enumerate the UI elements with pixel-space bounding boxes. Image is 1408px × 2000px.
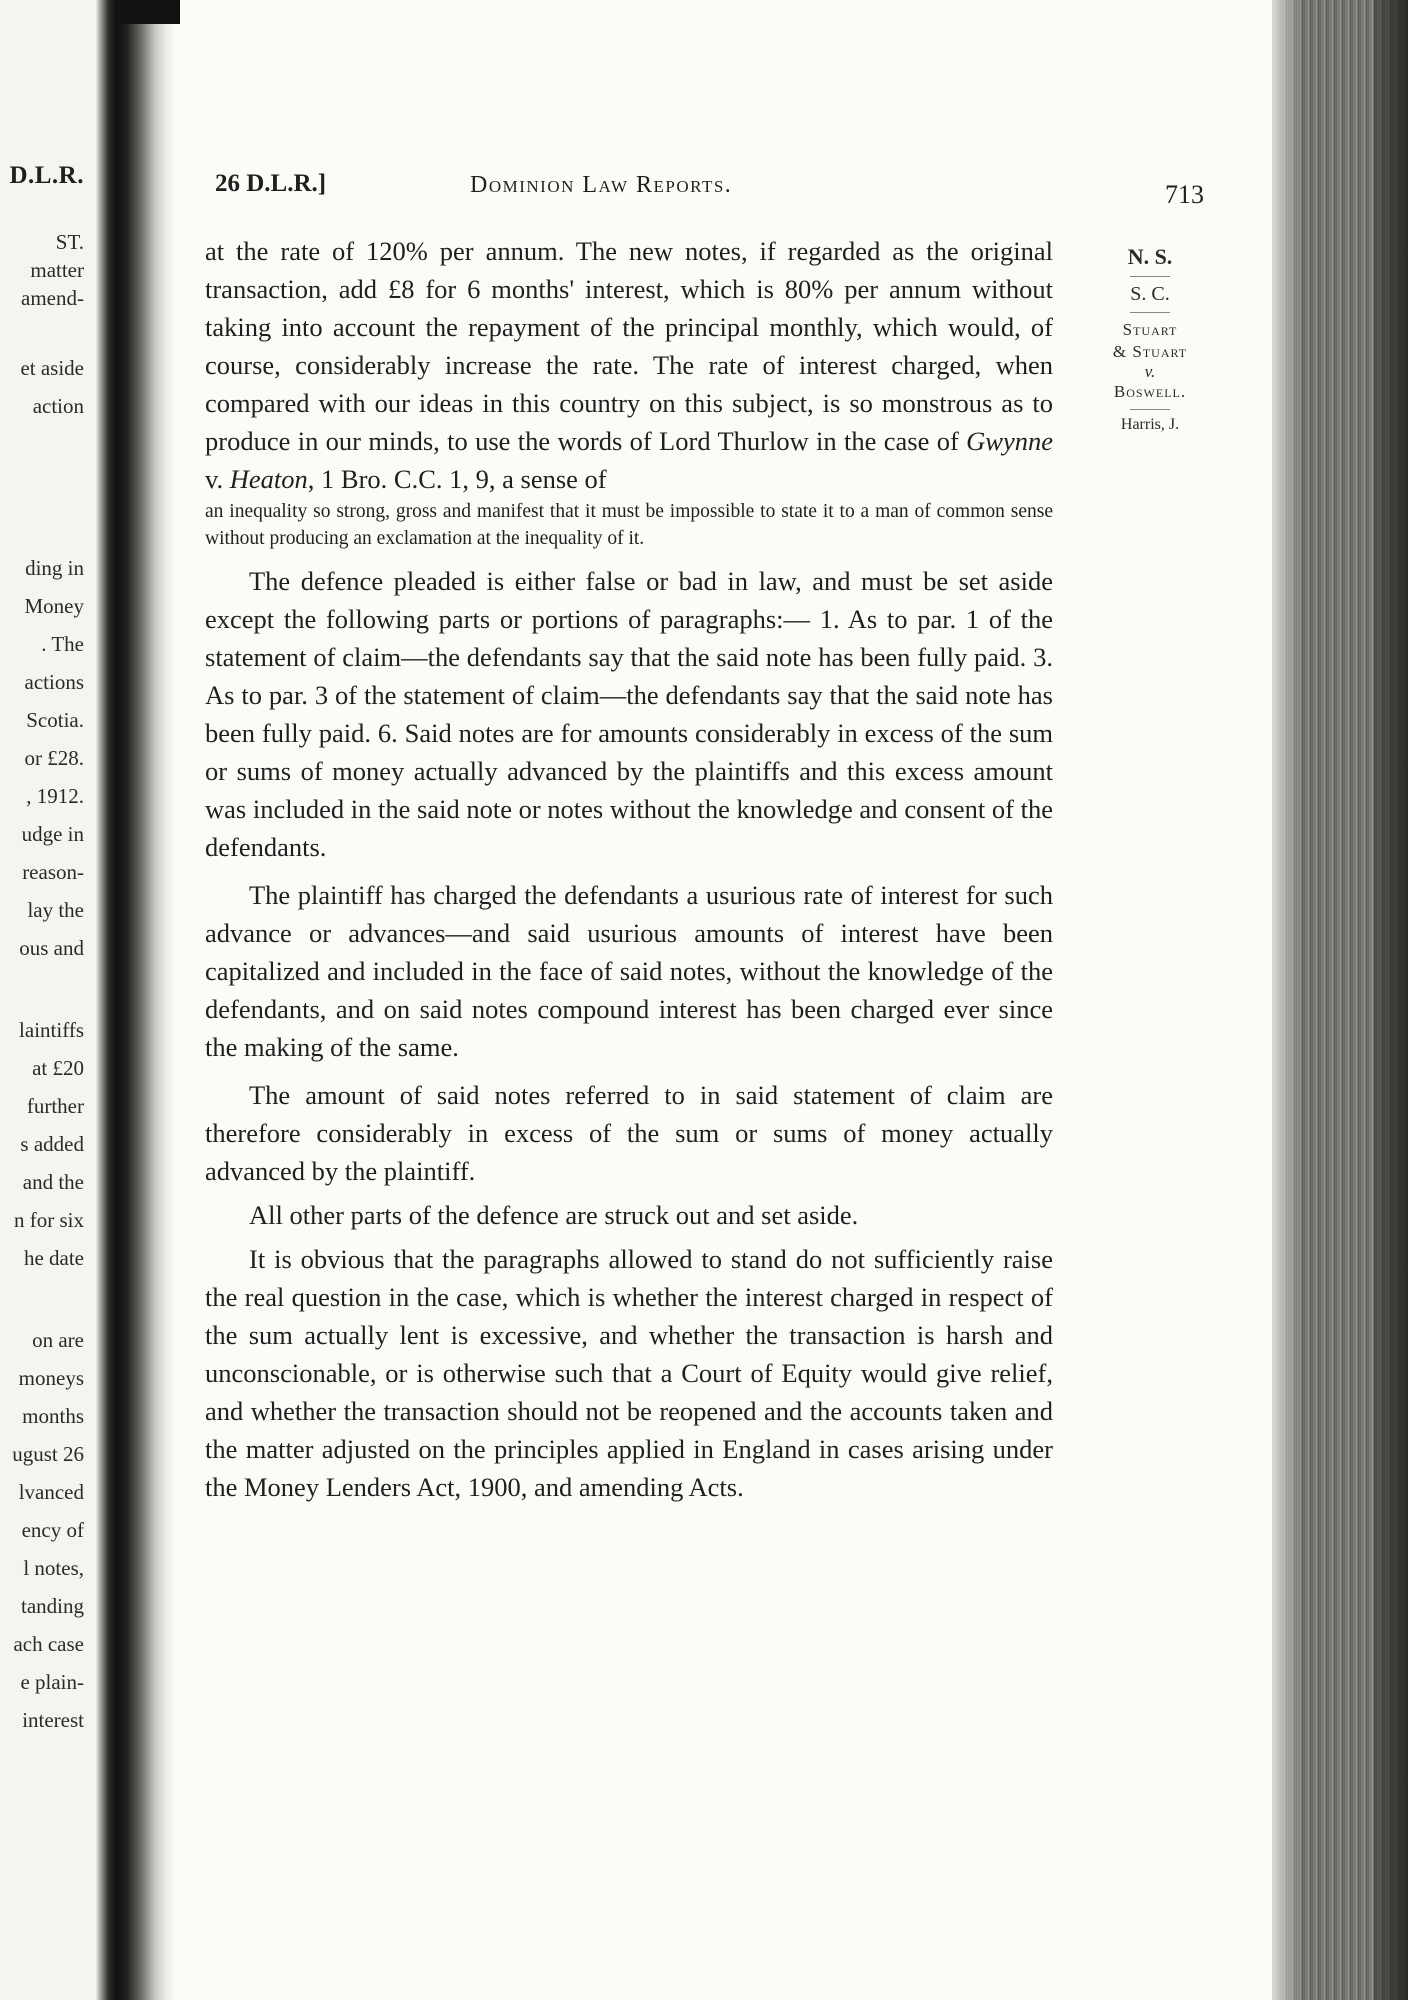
- margin-divider: [1130, 312, 1170, 313]
- paragraph-6: It is obvious that the paragraphs allowed to stand do not sufficiently raise the real question in the case, which is whether the interest charged in respect of the sum actually lent is excessive, and whether the transaction is harsh and unconscionable, or is otherwise such that a Court of Equity would give relief, and whether the transaction should not be reopened and the accounts taken and the matter adjusted on the principles applied in England in cases arising under the Money Lenders Act, 1900, and amending Acts.: [205, 1244, 1053, 1502]
- previous-page-line: ST.: [55, 230, 84, 254]
- paragraph-1-citation: , 1 Bro. C.C. 1, 9, a sense of: [307, 464, 607, 494]
- court-label: S. C.: [1130, 283, 1170, 305]
- margin-notes: [1080, 244, 1220, 434]
- previous-page-line: . The: [41, 632, 84, 656]
- case-versus: v.: [205, 464, 230, 494]
- volume-reference: 26 D.L.R.]: [215, 170, 327, 197]
- previous-page-line: et aside: [20, 356, 84, 380]
- jurisdiction-label: N. S.: [1127, 244, 1173, 269]
- previous-page-line: , 1912.: [26, 784, 84, 808]
- previous-page-line: n for six: [14, 1208, 84, 1232]
- main-text-column: [205, 232, 1053, 1506]
- previous-page-line: action: [32, 394, 84, 418]
- report-title: Dominion Law Reports.: [470, 172, 733, 198]
- margin-divider: [1130, 276, 1170, 277]
- previous-page-line: months: [22, 1404, 84, 1428]
- paragraph-5: All other parts of the defence are struck out and set aside.: [249, 1200, 859, 1230]
- previous-page-line: further: [26, 1094, 84, 1118]
- paragraph-1: [205, 232, 1053, 498]
- previous-page-line: interest: [22, 1708, 84, 1732]
- previous-page-line: Money: [24, 594, 84, 618]
- previous-page-line: s added: [20, 1132, 84, 1156]
- previous-page-line: moneys: [18, 1366, 84, 1390]
- book-page-edges: [1272, 0, 1408, 2000]
- previous-page-line: ous and: [19, 936, 84, 960]
- party-name: Stuart: [1122, 320, 1178, 339]
- margin-divider: [1130, 409, 1170, 410]
- block-quote: an inequality so strong, gross and manifest that it must be impossible to state it to a man of common sense without producing an exclamation at the inequality of it.: [205, 501, 1053, 549]
- previous-page-line: ach case: [13, 1632, 84, 1656]
- party-name: Boswell.: [1113, 382, 1187, 401]
- previous-page-line: or £28.: [24, 746, 84, 770]
- previous-page-line: tanding: [21, 1594, 84, 1618]
- previous-page-line: he date: [23, 1246, 84, 1270]
- versus-label: v.: [1144, 362, 1156, 381]
- book-gutter-shadow: [120, 0, 180, 24]
- previous-page-line: reason-: [22, 860, 84, 884]
- paragraph-3: The plaintiff has charged the defendants a usurious rate of interest for such advance or advances—and said usurious amounts of interest have been capitalized and included in the face of said notes, without the knowledge of the defendants, and on said notes compound interest has been charged ever since the making of the same.: [205, 880, 1053, 1062]
- previous-page-line: udge in: [21, 822, 84, 846]
- previous-page-line: Scotia.: [26, 708, 84, 732]
- previous-page-line: lay the: [27, 898, 84, 922]
- previous-page-line: lvanced: [18, 1480, 84, 1504]
- previous-page-line: on are: [32, 1328, 84, 1352]
- case-name-gwynne: Gwynne: [966, 426, 1053, 456]
- page-number: 713: [1165, 180, 1204, 209]
- previous-page-line: matter: [30, 258, 84, 282]
- paragraph-2: The defence pleaded is either false or bad in law, and must be set aside except the following parts or portions of paragraphs:— 1. As to par. 1 of the statement of claim—the defendants say that the said note has been fully paid. 3. As to par. 3 of the statement of claim—the defendants say that the said note has been fully paid. 6. Said notes are for amounts considerably in excess of the sum or sums of money actually advanced by the plaintiffs and this excess amount was included in the said note or notes without the knowledge and consent of the defendants.: [205, 566, 1053, 862]
- previous-page-line: actions: [24, 670, 84, 694]
- running-head: [215, 170, 1215, 210]
- previous-page-line: l notes,: [23, 1556, 84, 1580]
- previous-page-line: e plain-: [20, 1670, 84, 1694]
- case-name-heaton: Heaton: [229, 464, 308, 494]
- previous-page-line: at £20: [32, 1056, 84, 1080]
- paragraph-4: The amount of said notes referred to in said statement of claim are therefore considerably in excess of the sum or sums of money actually advanced by the plaintiff.: [205, 1080, 1053, 1186]
- previous-page-line: amend-: [21, 286, 84, 310]
- book-gutter: [96, 0, 174, 2000]
- previous-page-fragment: [0, 0, 96, 2000]
- previous-page-line: ugust 26: [12, 1442, 84, 1466]
- previous-page-line: ency of: [21, 1518, 84, 1542]
- paragraph-1-text: at the rate of 120% per annum. The new notes, if regarded as the original transaction, add £8 for 6 months' interest, which is 80% per annum without taking into account the repayment of the principal monthly, which would, of course, considerably increase the rate. The rate of interest charged, when compared with our ideas in this country on this subject, is so monstrous as to produce in our minds, to use the words of Lord Thurlow in the case of: [205, 236, 1053, 456]
- party-name: & Stuart: [1112, 342, 1188, 361]
- previous-page-line: ding in: [25, 556, 84, 580]
- previous-page-line: and the: [22, 1170, 84, 1194]
- previous-page-header: D.L.R.: [9, 162, 84, 189]
- previous-page-line: laintiffs: [19, 1018, 84, 1042]
- judge-label: Harris, J.: [1120, 416, 1180, 433]
